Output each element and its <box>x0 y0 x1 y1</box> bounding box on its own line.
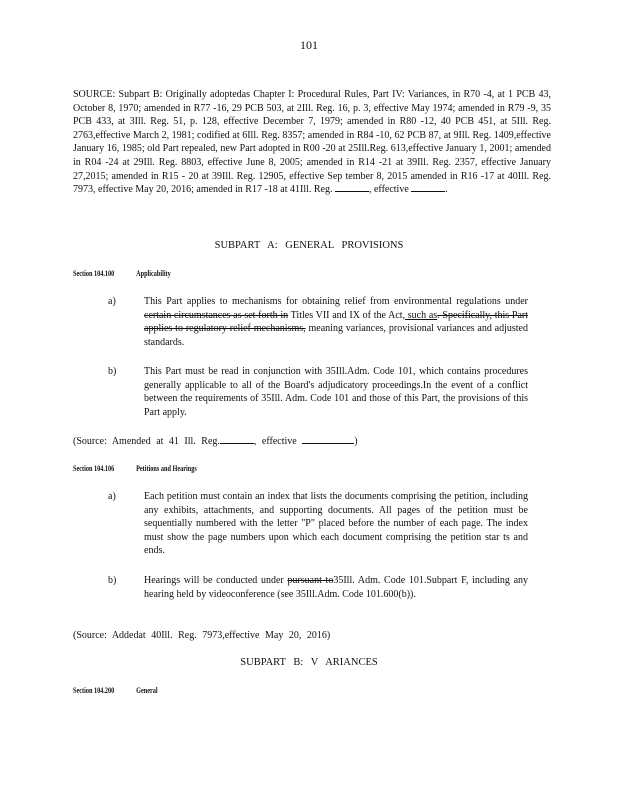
section-number: Section 104.106 <box>73 464 115 473</box>
item-text-part: Hearings will be conducted under <box>144 575 284 586</box>
deleted-text: pursuant to <box>287 575 334 586</box>
section-title: Applicability <box>136 269 171 278</box>
item-text <box>144 574 528 601</box>
page-number: 101 <box>300 38 318 52</box>
section-number: Section 104.200 <box>73 686 115 695</box>
deleted-text: certain circumstances as set forth in <box>144 309 289 321</box>
item-text: Each petition must contain an index that lists the documents comprising the petition, including any exhibits, attachments, and supporting documents. All pages of the petition must be sequentially numbered with the letter "P" placed before the number of each page. The index must show the page numbers upon which each document comprising the petition star ts and ends. <box>144 491 528 557</box>
section-104-200-heading <box>73 686 179 695</box>
source-citation-end: . <box>445 184 448 196</box>
item-marker: a) <box>108 491 116 502</box>
item-text-part: This Part applies to mechanisms for obtaining relief from environmental regulations under <box>144 296 528 307</box>
section-104-100-heading <box>73 269 193 278</box>
section-104-106-heading <box>73 464 219 473</box>
item-marker: a) <box>108 296 116 307</box>
source-note-mid: , effective <box>253 436 297 447</box>
item-text: This Part must be read in conjunction with 35Ill.Adm. Code 101, which contains procedures generally applicable to all of the Board's adjudicatory proceedings.In the event of a conflict between the requirements of 35Ill. Adm. Code 101 and those of this Part, the provisions of this Part apply. <box>144 366 528 418</box>
source-note-added: (Source: Addedat 40Ill. Reg. 7973,effective May 20, 2016) <box>73 630 331 641</box>
item-marker: b) <box>108 366 117 377</box>
source-note-end: ) <box>354 436 358 447</box>
item-text <box>144 295 528 349</box>
blank-reg-line <box>335 183 369 192</box>
source-citation <box>73 88 551 197</box>
item-text-part: Titles VII and IX of the Act <box>290 309 403 321</box>
item-marker: b) <box>108 575 117 586</box>
blank-effective-line <box>302 435 354 444</box>
section-title: Petitions and Hearings <box>136 464 197 473</box>
item-text-part: meaning variances, provisional variances and adjusted standards. <box>144 323 528 348</box>
blank-effective-line <box>411 183 445 192</box>
source-citation-text: SOURCE: Subpart B: Originally adoptedas Chapter I: Procedural Rules, Part IV: Variances, in R70 -4, at 1 PCB 43, October 8, 1970; amended in R77 -16, 29 PCB 503, at 2Ill. Reg. 16, p. 3, effective May 1974; amended in R79 -9, 35 PCB 433, at 3Ill. Reg. 51, p. 128, effective December 7, 1979; amended in R80 -12, 40 PCB 451, at 5Ill. Reg. 2763,effective March 2, 1981; codified at 6Ill. Reg. 8357; amended in R84 -10, 62 PCB 87, at 9Ill. Reg. 1409,effective January 16, 1985; old Part repealed, new Part adopted in R00 -20 at 25Ill.Reg. 613,effective January 1, 2001; amended in R04 -24 at 29Ill. Reg. 8803, effective June 8, 2005; amended in R14 -21 at 39Ill. Reg. 2357, effective January 27,2015; amended in R15 - 20 at 39Ill. Reg. 12905, effective Sep tember 8, 2015 amended in R16 -17 at 40Ill. Reg. 7973, effective May 20, 2016; amended in R17 -18 at 41Ill. Reg. <box>73 89 551 196</box>
source-citation-mid: , effective <box>368 184 409 196</box>
section-title: General <box>136 686 158 695</box>
deleted-text: . Specifically, this Part applies to regulatory relief mechanisms, <box>144 309 529 335</box>
source-note-text: (Source: Amended at 41 Ill. Reg. <box>73 436 220 447</box>
subpart-b-heading: SUBPART B: V ARIANCES <box>240 657 378 668</box>
section-number: Section 104.100 <box>73 269 115 278</box>
item-text-part: 35Ill. Adm. Code 101.Subpart F, including any hearing held by videoconference (see 35Ill.Adm. Code 101.600(b)). <box>144 575 529 600</box>
blank-reg-line <box>220 435 254 444</box>
source-note-amended <box>73 435 358 449</box>
inserted-text: , such as <box>402 309 438 321</box>
subpart-a-heading: SUBPART A: GENERAL PROVISIONS <box>214 240 404 251</box>
